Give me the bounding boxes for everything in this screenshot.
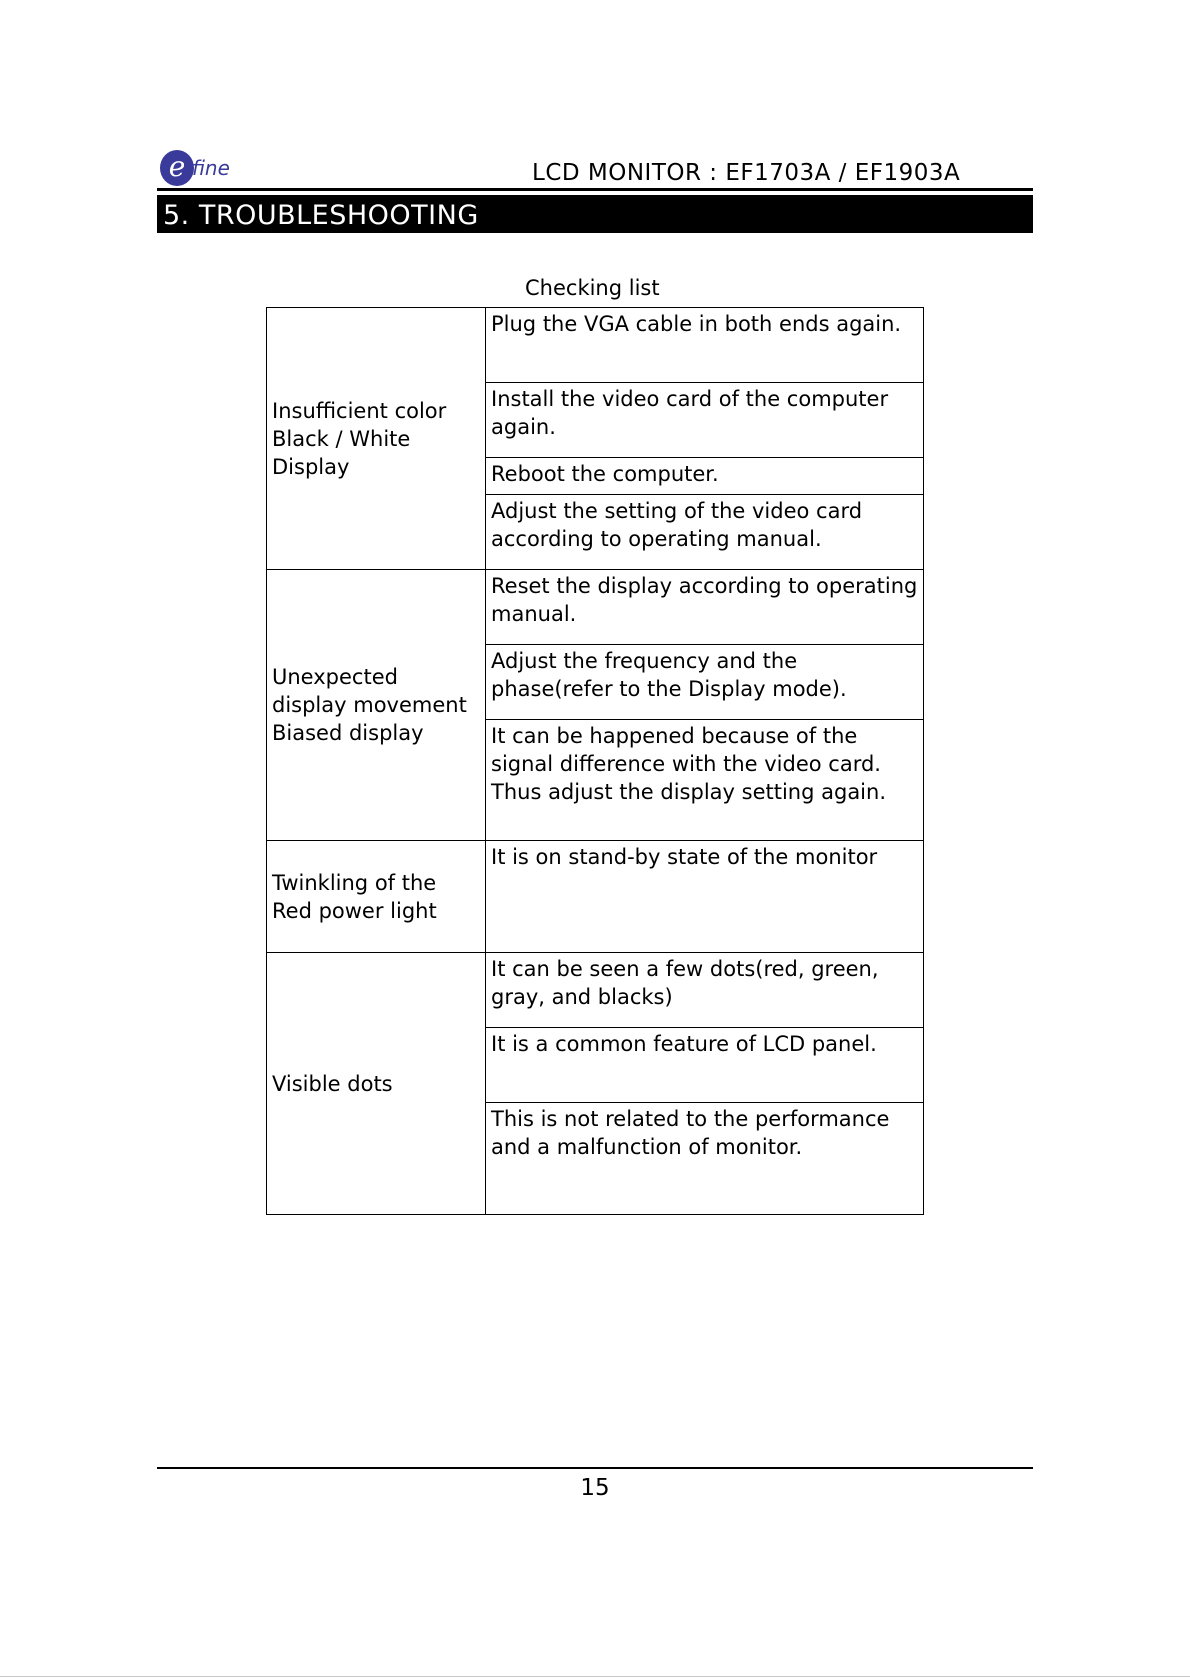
check-item: It is on stand-by state of the monitor (486, 841, 924, 953)
symptom-line: Display (272, 454, 350, 479)
checking-list-body (267, 308, 924, 1215)
footer-rule (157, 1467, 1033, 1469)
symptom-cell (267, 308, 486, 570)
check-item: Plug the VGA cable in both ends again. (486, 308, 924, 383)
symptom-line: Insufficient color (272, 398, 447, 423)
table-caption: Checking list (525, 276, 660, 300)
check-item: It can be happened because of the signal difference with the video card. Thus adjust the display setting again. (486, 720, 924, 841)
table-row (267, 841, 924, 953)
symptom-line: display movement (272, 693, 467, 717)
symptom-line: Red power light (272, 898, 437, 923)
checking-list-table (266, 307, 924, 1215)
check-item: Reboot the computer. (486, 458, 924, 495)
check-item: Adjust the setting of the video card according to operating manual. (486, 495, 924, 570)
section-title: 5. TROUBLESHOOTING (157, 195, 1033, 233)
table-row (267, 570, 924, 645)
symptom-line: Visible dots (272, 1071, 393, 1096)
symptom-cell (267, 953, 486, 1215)
check-item: It is a common feature of LCD panel. (486, 1028, 924, 1103)
logo-letter: e (160, 150, 194, 186)
check-item: Adjust the frequency and the phase(refer to the Display mode). (486, 645, 924, 720)
page-number: 15 (580, 1475, 610, 1501)
logo-text: fine (192, 156, 230, 180)
table-row (267, 308, 924, 383)
efine-logo (160, 150, 232, 190)
symptom-cell (267, 841, 486, 953)
header-rule (157, 188, 1033, 191)
symptom-line: Black / White (272, 426, 411, 451)
check-item: It can be seen a few dots(red, green, gray, and blacks) (486, 953, 924, 1028)
table-row (267, 953, 924, 1028)
symptom-line: Biased display (272, 721, 424, 745)
symptom-cell (267, 570, 486, 841)
check-item: Reset the display according to operating manual. (486, 570, 924, 645)
symptom-line: Twinkling of the (272, 870, 437, 895)
check-item: Install the video card of the computer again. (486, 383, 924, 458)
page-edge (0, 1676, 1190, 1677)
document-title: LCD MONITOR : EF1703A / EF1903A (532, 160, 961, 186)
symptom-line: Unexpected (272, 665, 398, 689)
check-item: This is not related to the performance and a malfunction of monitor. (486, 1103, 924, 1215)
